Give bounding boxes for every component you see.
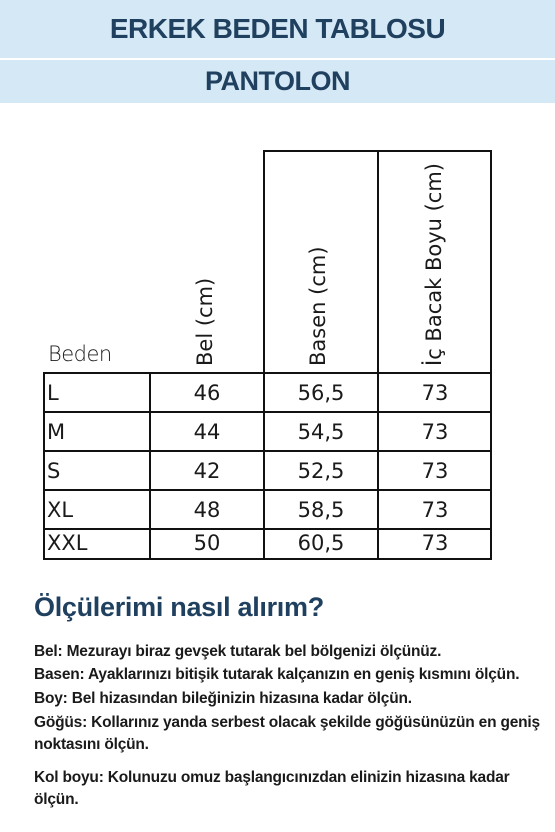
table-cell-hip: 60,5	[297, 531, 345, 555]
table-grid-line	[43, 372, 45, 560]
table-cell-inseam: 73	[421, 420, 449, 444]
table-cell-hip: 56,5	[297, 381, 345, 405]
note-chest: Göğüs: Kollarınız yanda serbest olacak şekilde göğüsünüzün en geniş noktasını ölçün.	[34, 714, 540, 753]
table-cell-hip: 54,5	[297, 420, 345, 444]
table-cell-size: S	[47, 459, 61, 483]
note-waist: Bel: Mezurayı biraz gevşek tutarak bel bölgenizi ölçünüz.	[34, 643, 442, 660]
table-grid-line	[377, 150, 379, 560]
table-cell-waist: 44	[193, 420, 221, 444]
note-sleeve: Kol boyu: Kolunuzu omuz başlangıcınızdan elinizin hizasına kadar ölçün.	[34, 769, 510, 808]
note-length: Boy: Bel hizasından bileğinizin hizasına kadar ölçün.	[34, 690, 412, 707]
column-header-hip: Basen (cm)	[306, 246, 330, 366]
column-header-waist: Bel (cm)	[193, 277, 217, 366]
table-cell-waist: 46	[193, 381, 221, 405]
table-cell-size: XL	[47, 498, 74, 522]
table-cell-inseam: 73	[421, 498, 449, 522]
table-cell-inseam: 73	[421, 381, 449, 405]
table-cell-inseam: 73	[421, 459, 449, 483]
table-cell-hip: 58,5	[297, 498, 345, 522]
page-subtitle: PANTOLON	[204, 66, 350, 96]
table-grid-line	[149, 372, 151, 560]
column-header-size: Beden	[48, 342, 112, 366]
howto-heading: Ölçülerimi nasıl alırım?	[34, 592, 324, 622]
table-cell-waist: 50	[193, 531, 221, 555]
table-cell-size: L	[47, 381, 59, 405]
table-cell-inseam: 73	[421, 531, 449, 555]
table-cell-waist: 42	[193, 459, 221, 483]
table-cell-size: XXL	[47, 531, 88, 555]
table-grid-line	[490, 150, 492, 560]
table-cell-hip: 52,5	[297, 459, 345, 483]
page-title: ERKEK BEDEN TABLOSU	[109, 13, 446, 44]
table-cell-size: M	[47, 420, 66, 444]
note-hip: Basen: Ayaklarınızı bitişik tutarak kalçanızın en geniş kısmını ölçün.	[34, 666, 520, 683]
column-header-inseam: İç Bacak Boyu (cm)	[422, 163, 446, 366]
table-cell-waist: 48	[193, 498, 221, 522]
